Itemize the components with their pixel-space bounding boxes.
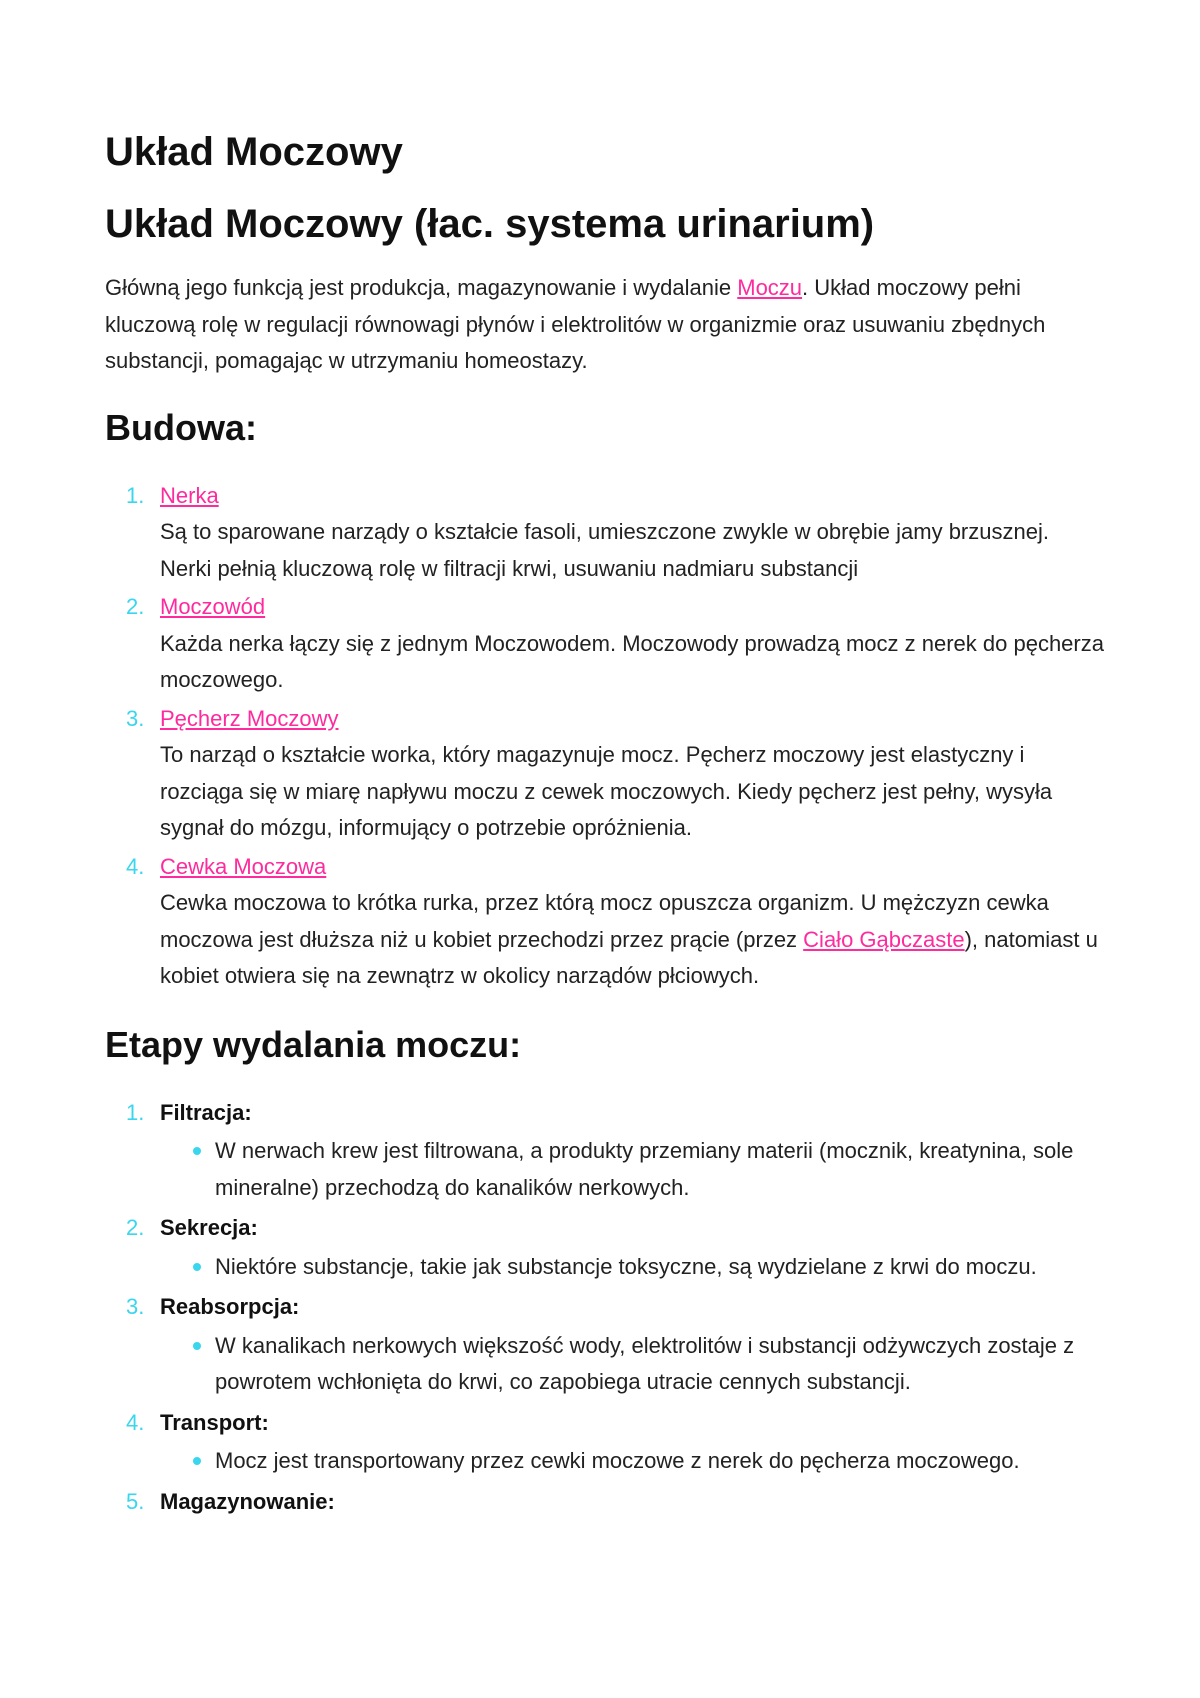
- step-bullets: [160, 1133, 1105, 1206]
- list-number: 2.: [126, 1215, 145, 1240]
- intro-text-after: . Układ moczowy pełni kluczową rolę w regulacji równowagi płynów i elektrolitów w organizmie oraz usuwaniu zbędnych substancji, pomagając w utrzymaniu homeostazy.: [105, 275, 1046, 373]
- bullet-dot-icon: [193, 1263, 201, 1271]
- page-subtitle: Układ Moczowy (łac. systema urinarium): [105, 202, 875, 246]
- bullet-item: [160, 1328, 1105, 1401]
- etapy-item-transport: [105, 1405, 1105, 1480]
- bullet-dot-icon: [193, 1457, 201, 1465]
- etapy-item-magazynowanie: [105, 1484, 1105, 1521]
- etapy-item-sekrecja: [105, 1210, 1105, 1285]
- bullet-text: W kanalikach nerkowych większość wody, elektrolitów i substancji odżywczych zostaje z powrotem wchłonięta do krwi, co zapobiega utracie cennych substancji.: [215, 1332, 1075, 1394]
- bullet-item: [160, 1133, 1105, 1206]
- bullet-item: [160, 1249, 1105, 1286]
- list-number: 3.: [126, 1294, 145, 1319]
- page-title: Układ Moczowy: [105, 130, 403, 174]
- etapy-list: [105, 1095, 1105, 1521]
- budowa-item-moczowod: [105, 589, 1105, 699]
- step-label: Reabsorpcja:: [160, 1294, 300, 1319]
- link-cialo-gabczaste[interactable]: Ciało Gąbczaste: [803, 926, 965, 952]
- list-number: 4.: [126, 853, 145, 879]
- list-number: 5.: [126, 1488, 145, 1514]
- budowa-list: [105, 478, 1105, 995]
- intro-text-before: Główną jego funkcją jest produkcja, magazynowanie i wydalanie: [105, 275, 738, 300]
- list-number: 3.: [126, 705, 145, 731]
- budowa-item-description: Każda nerka łączy się z jednym Moczowodem. Moczowody prowadzą mocz z nerek do pęcherza moczowego.: [160, 630, 1104, 692]
- intro-paragraph: [105, 270, 1105, 380]
- document-page: [105, 128, 1105, 1524]
- link-nerka[interactable]: Nerka: [160, 482, 219, 508]
- bullet-text: W nerwach krew jest filtrowana, a produkty przemiany materii (mocznik, kreatynina, sole mineralne) przechodzą do kanalików nerkowych.: [215, 1138, 1074, 1200]
- list-number: 4.: [126, 1409, 145, 1435]
- bullet-text: Niektóre substancje, takie jak substancje toksyczne, są wydzielane z krwi do moczu.: [215, 1253, 1037, 1279]
- link-moczu[interactable]: Moczu: [737, 275, 803, 300]
- list-number: 1.: [126, 1099, 145, 1125]
- budowa-item-description-end: ), natomiast u kobiet otwiera się na zewnątrz w okolicy narządów płciowych.: [160, 926, 1098, 988]
- step-bullets: [160, 1249, 1105, 1286]
- budowa-item-description: Cewka moczowa to krótka rurka, przez którą mocz opuszcza organizm. U mężczyzn cewka moczowa jest dłuższa niż u kobiet przechodzi przez prącie (przez: [160, 890, 1049, 952]
- link-cewka-moczowa[interactable]: Cewka Moczowa: [160, 853, 327, 879]
- budowa-item-description: Są to sparowane narządy o kształcie fasoli, umieszczone zwykle w obrębie jamy brzusznej. Nerki pełnią kluczową rolę w filtracji krwi, usuwaniu nadmiaru substancji: [160, 519, 1049, 581]
- budowa-item-cewka: [105, 849, 1105, 995]
- bullet-text: Mocz jest transportowany przez cewki moczowe z nerek do pęcherza moczowego.: [215, 1448, 1020, 1473]
- bullet-item: [160, 1443, 1105, 1480]
- step-bullets: [160, 1443, 1105, 1480]
- step-label: Sekrecja:: [160, 1215, 258, 1240]
- list-number: 1.: [126, 482, 145, 508]
- step-bullets: [160, 1328, 1105, 1401]
- list-number: 2.: [126, 594, 145, 619]
- budowa-item-nerka: [105, 478, 1105, 588]
- link-pecherz-moczowy[interactable]: Pęcherz Moczowy: [160, 705, 339, 731]
- bullet-dot-icon: [193, 1342, 201, 1350]
- section-heading-budowa: Budowa:: [105, 406, 257, 448]
- step-label: Magazynowanie:: [160, 1488, 335, 1514]
- budowa-item-description: To narząd o kształcie worka, który magazynuje mocz. Pęcherz moczowy jest elastyczny i rozciąga się w miarę napływu moczu z cewek moczowych. Kiedy pęcherz jest pełny, wysyła sygnał do mózgu, informujący o potrzebie opróżnienia.: [160, 742, 1053, 840]
- etapy-item-filtracja: [105, 1095, 1105, 1207]
- link-moczowod[interactable]: Moczowód: [160, 594, 266, 619]
- bullet-dot-icon: [193, 1147, 201, 1155]
- section-heading-etapy: Etapy wydalania moczu:: [105, 1023, 522, 1065]
- step-label: Transport:: [160, 1409, 269, 1435]
- etapy-item-reabsorpcja: [105, 1289, 1105, 1401]
- budowa-item-pecherz: [105, 701, 1105, 847]
- step-label: Filtracja:: [160, 1099, 252, 1125]
